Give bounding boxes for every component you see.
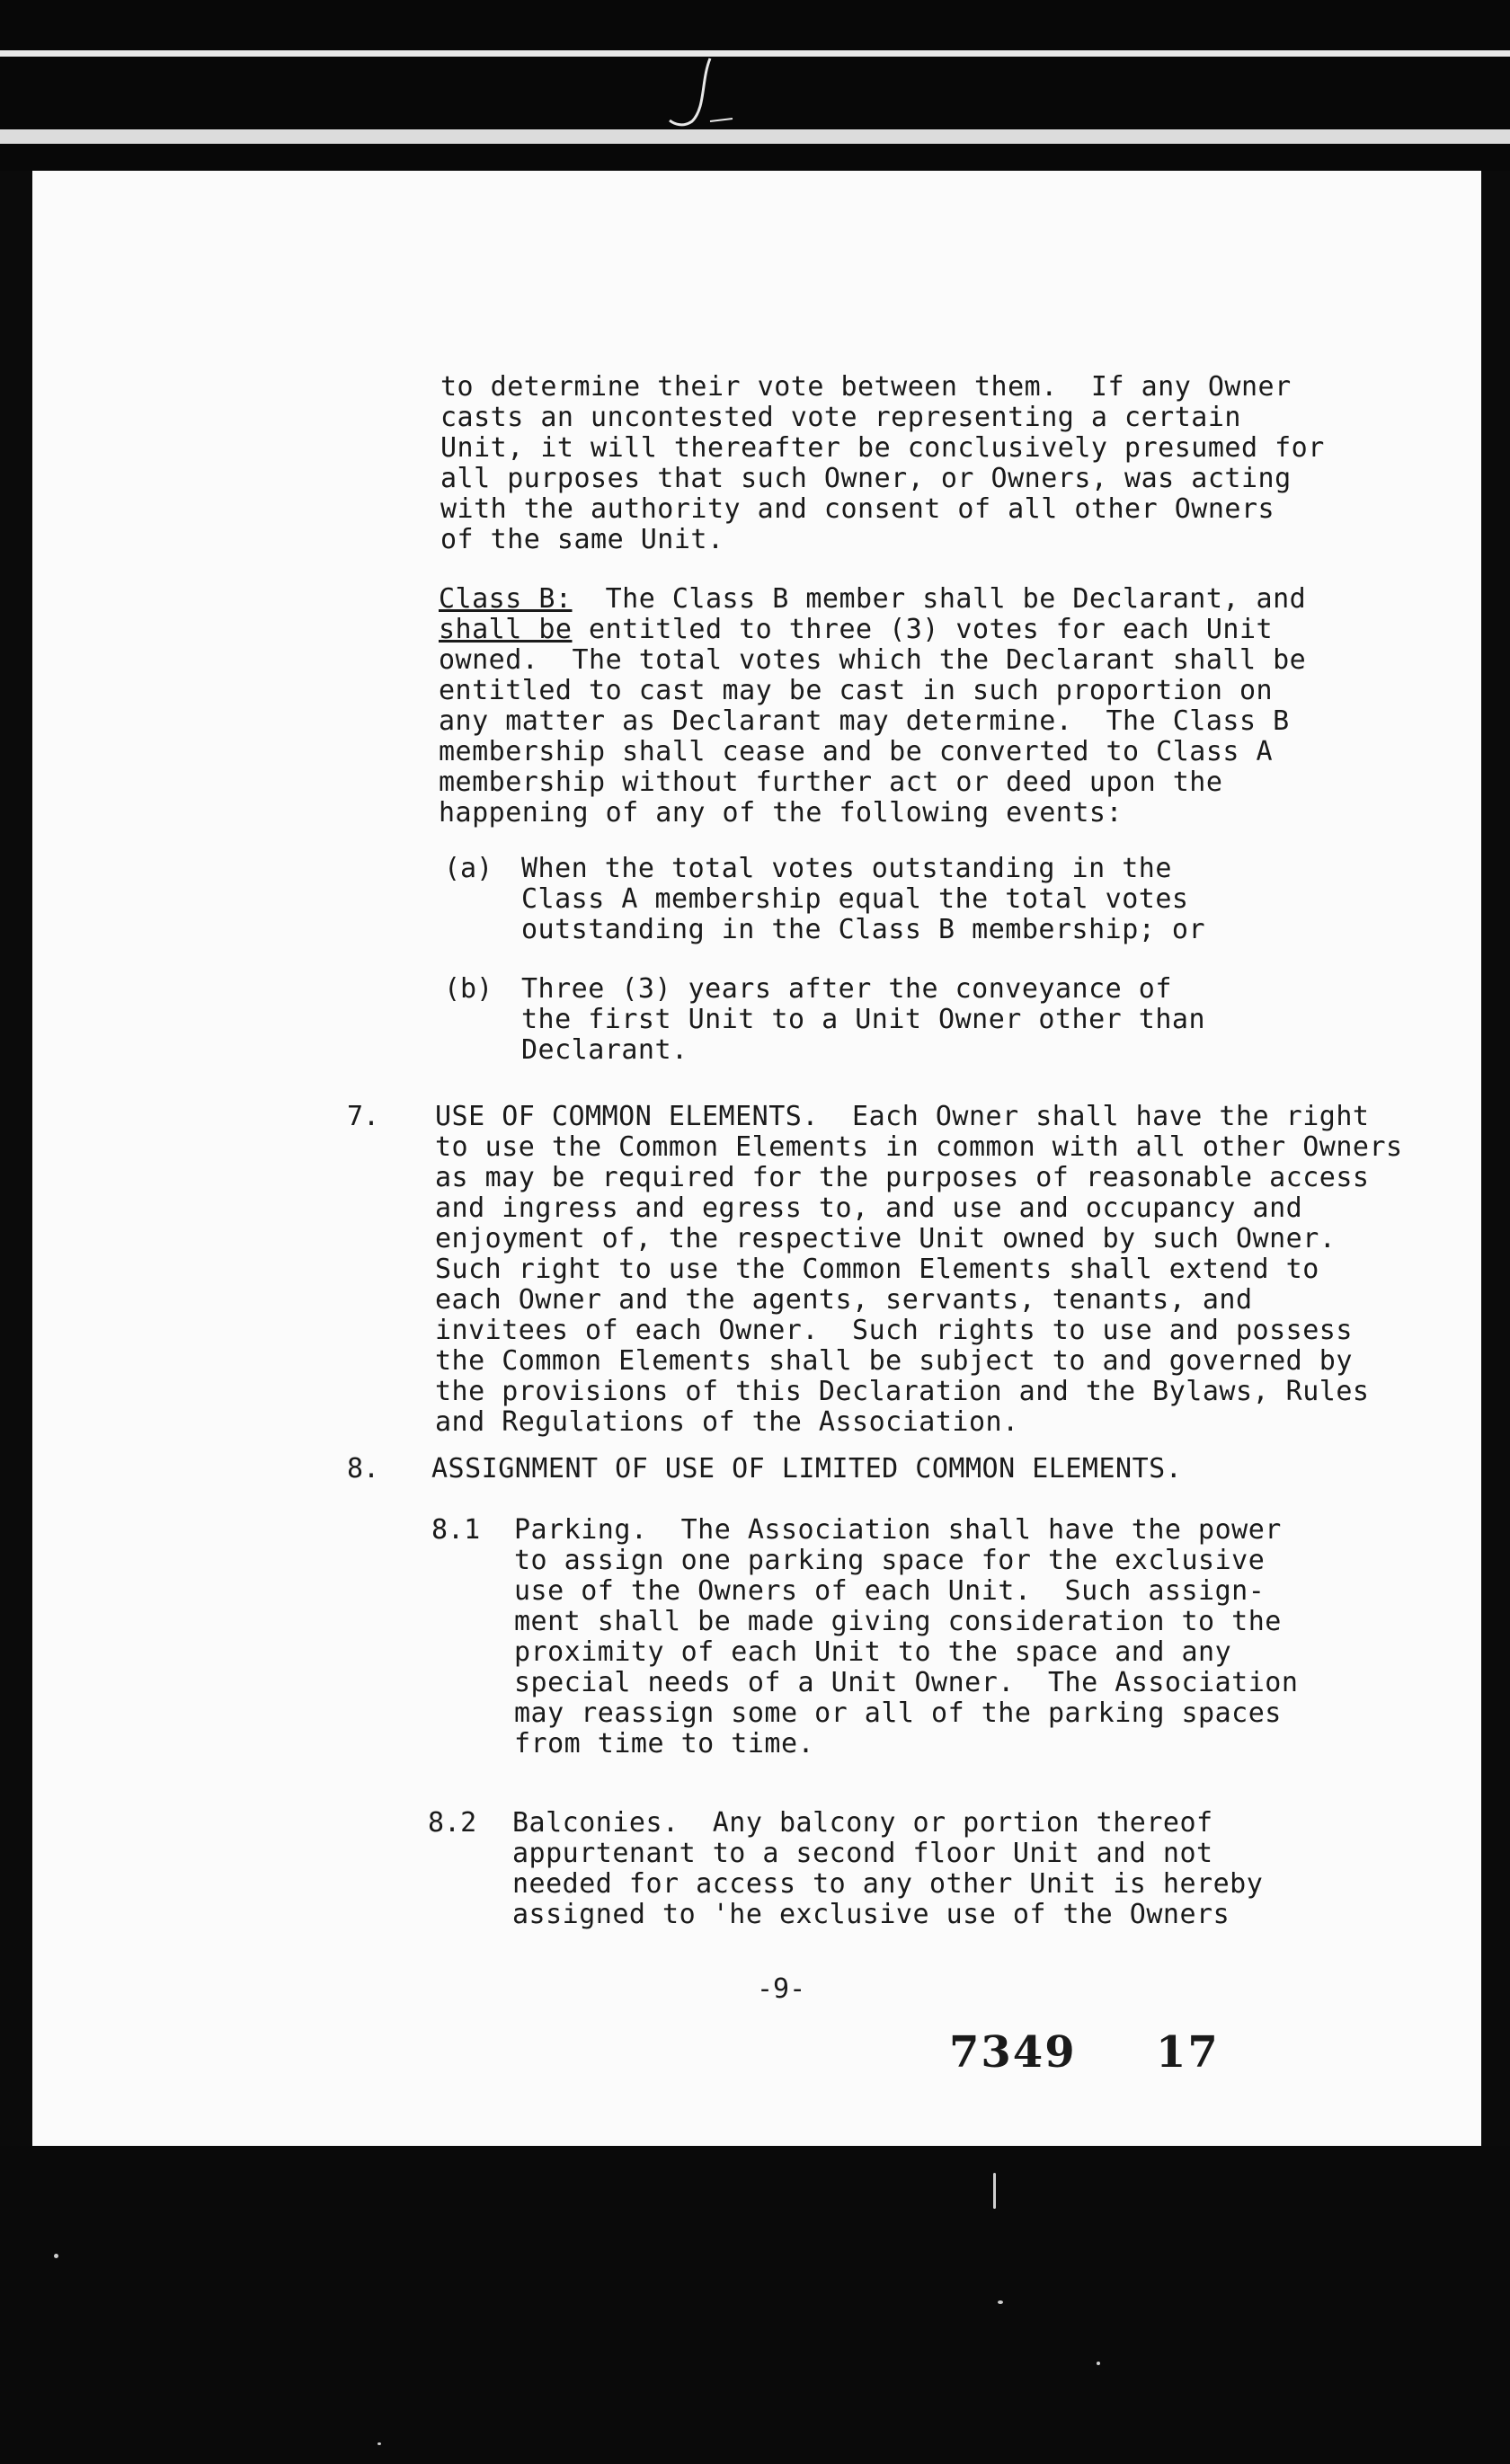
item-a-label: (a): [444, 853, 493, 884]
paragraph-vote-determination: to determine their vote between them. If any Owner casts an uncontested vote representing a certain Unit, it will thereafter be conclusively presumed for all purposes that such Owner, or Owners, was acting with the authority and consent of all other Owners of the same Unit.: [440, 371, 1325, 555]
item-a-text: When the total votes outstanding in the Class A membership equal the total votes outstanding in the Class B membership; or: [521, 853, 1206, 945]
class-b-line1: The Class B member shall be Declarant, and: [572, 583, 1307, 615]
section-8-heading: ASSIGNMENT OF USE OF LIMITED COMMON ELEMENTS.: [431, 1453, 1183, 1485]
section-8-number: 8.: [347, 1453, 380, 1485]
scan-bottom-border: [0, 2146, 1510, 2464]
scan-speck: [998, 2300, 1003, 2304]
scan-top-rule: [0, 50, 1510, 57]
class-b-paragraph: [439, 584, 1306, 829]
section-8-2-number: 8.2: [428, 1807, 477, 1839]
scan-mark: [665, 54, 737, 135]
page-number: -9-: [757, 1973, 806, 2005]
section-7-text: USE OF COMMON ELEMENTS. Each Owner shall have the right to use the Common Elements in common with all other Owners as may be required for the purposes of reasonable access and ingress and egress to, and use and occupancy and enjoyment of, the respective Unit owned by such Owner. Such right to use the Common Elements shall extend to each Owner and the agents, servants, tenants, and invitees of each Owner. Such rights to use and possess the Common Elements shall be subject to and governed by the provisions of this Declaration and the Bylaws, Rules and Regulations of the Association.: [435, 1101, 1403, 1438]
section-8-1-number: 8.1: [431, 1514, 481, 1546]
scan-speck: [993, 2173, 996, 2209]
scan-speck: [1097, 2362, 1100, 2365]
item-b-text: Three (3) years after the conveyance of the first Unit to a Unit Owner other than Declarant.: [521, 973, 1206, 1066]
document-page: [32, 171, 1481, 2146]
item-b-label: (b): [444, 973, 493, 1005]
class-b-rest: owned. The total votes which the Declarant shall be entitled to cast may be cast in such proportion on any matter as Declarant may determine. The Class B membership shall cease and be converted to Class A membership without further act or deed upon the happening of any of the following events:: [439, 644, 1307, 829]
section-7-number: 7.: [347, 1101, 380, 1132]
scan-speck: [54, 2254, 58, 2258]
scan-top-border: [0, 0, 1510, 171]
recording-stamp-book: 7349: [949, 2027, 1077, 2078]
section-8-1-text: Parking. The Association shall have the power to assign one parking space for the exclusive use of the Owners of each Unit. Such assign- ment shall be made giving consideration to the proximity of each Unit to the space and any special needs of a Unit Owner. The Association may reassign some or all of the parking spaces from time to time.: [514, 1514, 1299, 1759]
class-b-line2: entitled to three (3) votes for each Unit: [572, 614, 1274, 645]
section-8-2-text: Balconies. Any balcony or portion thereof appurtenant to a second floor Unit and not needed for access to any other Unit is hereby assigned to 'he exclusive use of the Owners: [512, 1807, 1264, 1930]
recording-stamp-page: 17: [1156, 2027, 1220, 2078]
scan-speck: [378, 2442, 381, 2445]
class-b-shall: shall be: [439, 614, 573, 645]
class-b-label: Class B:: [439, 583, 573, 615]
scan-lower-rule: [0, 129, 1510, 144]
